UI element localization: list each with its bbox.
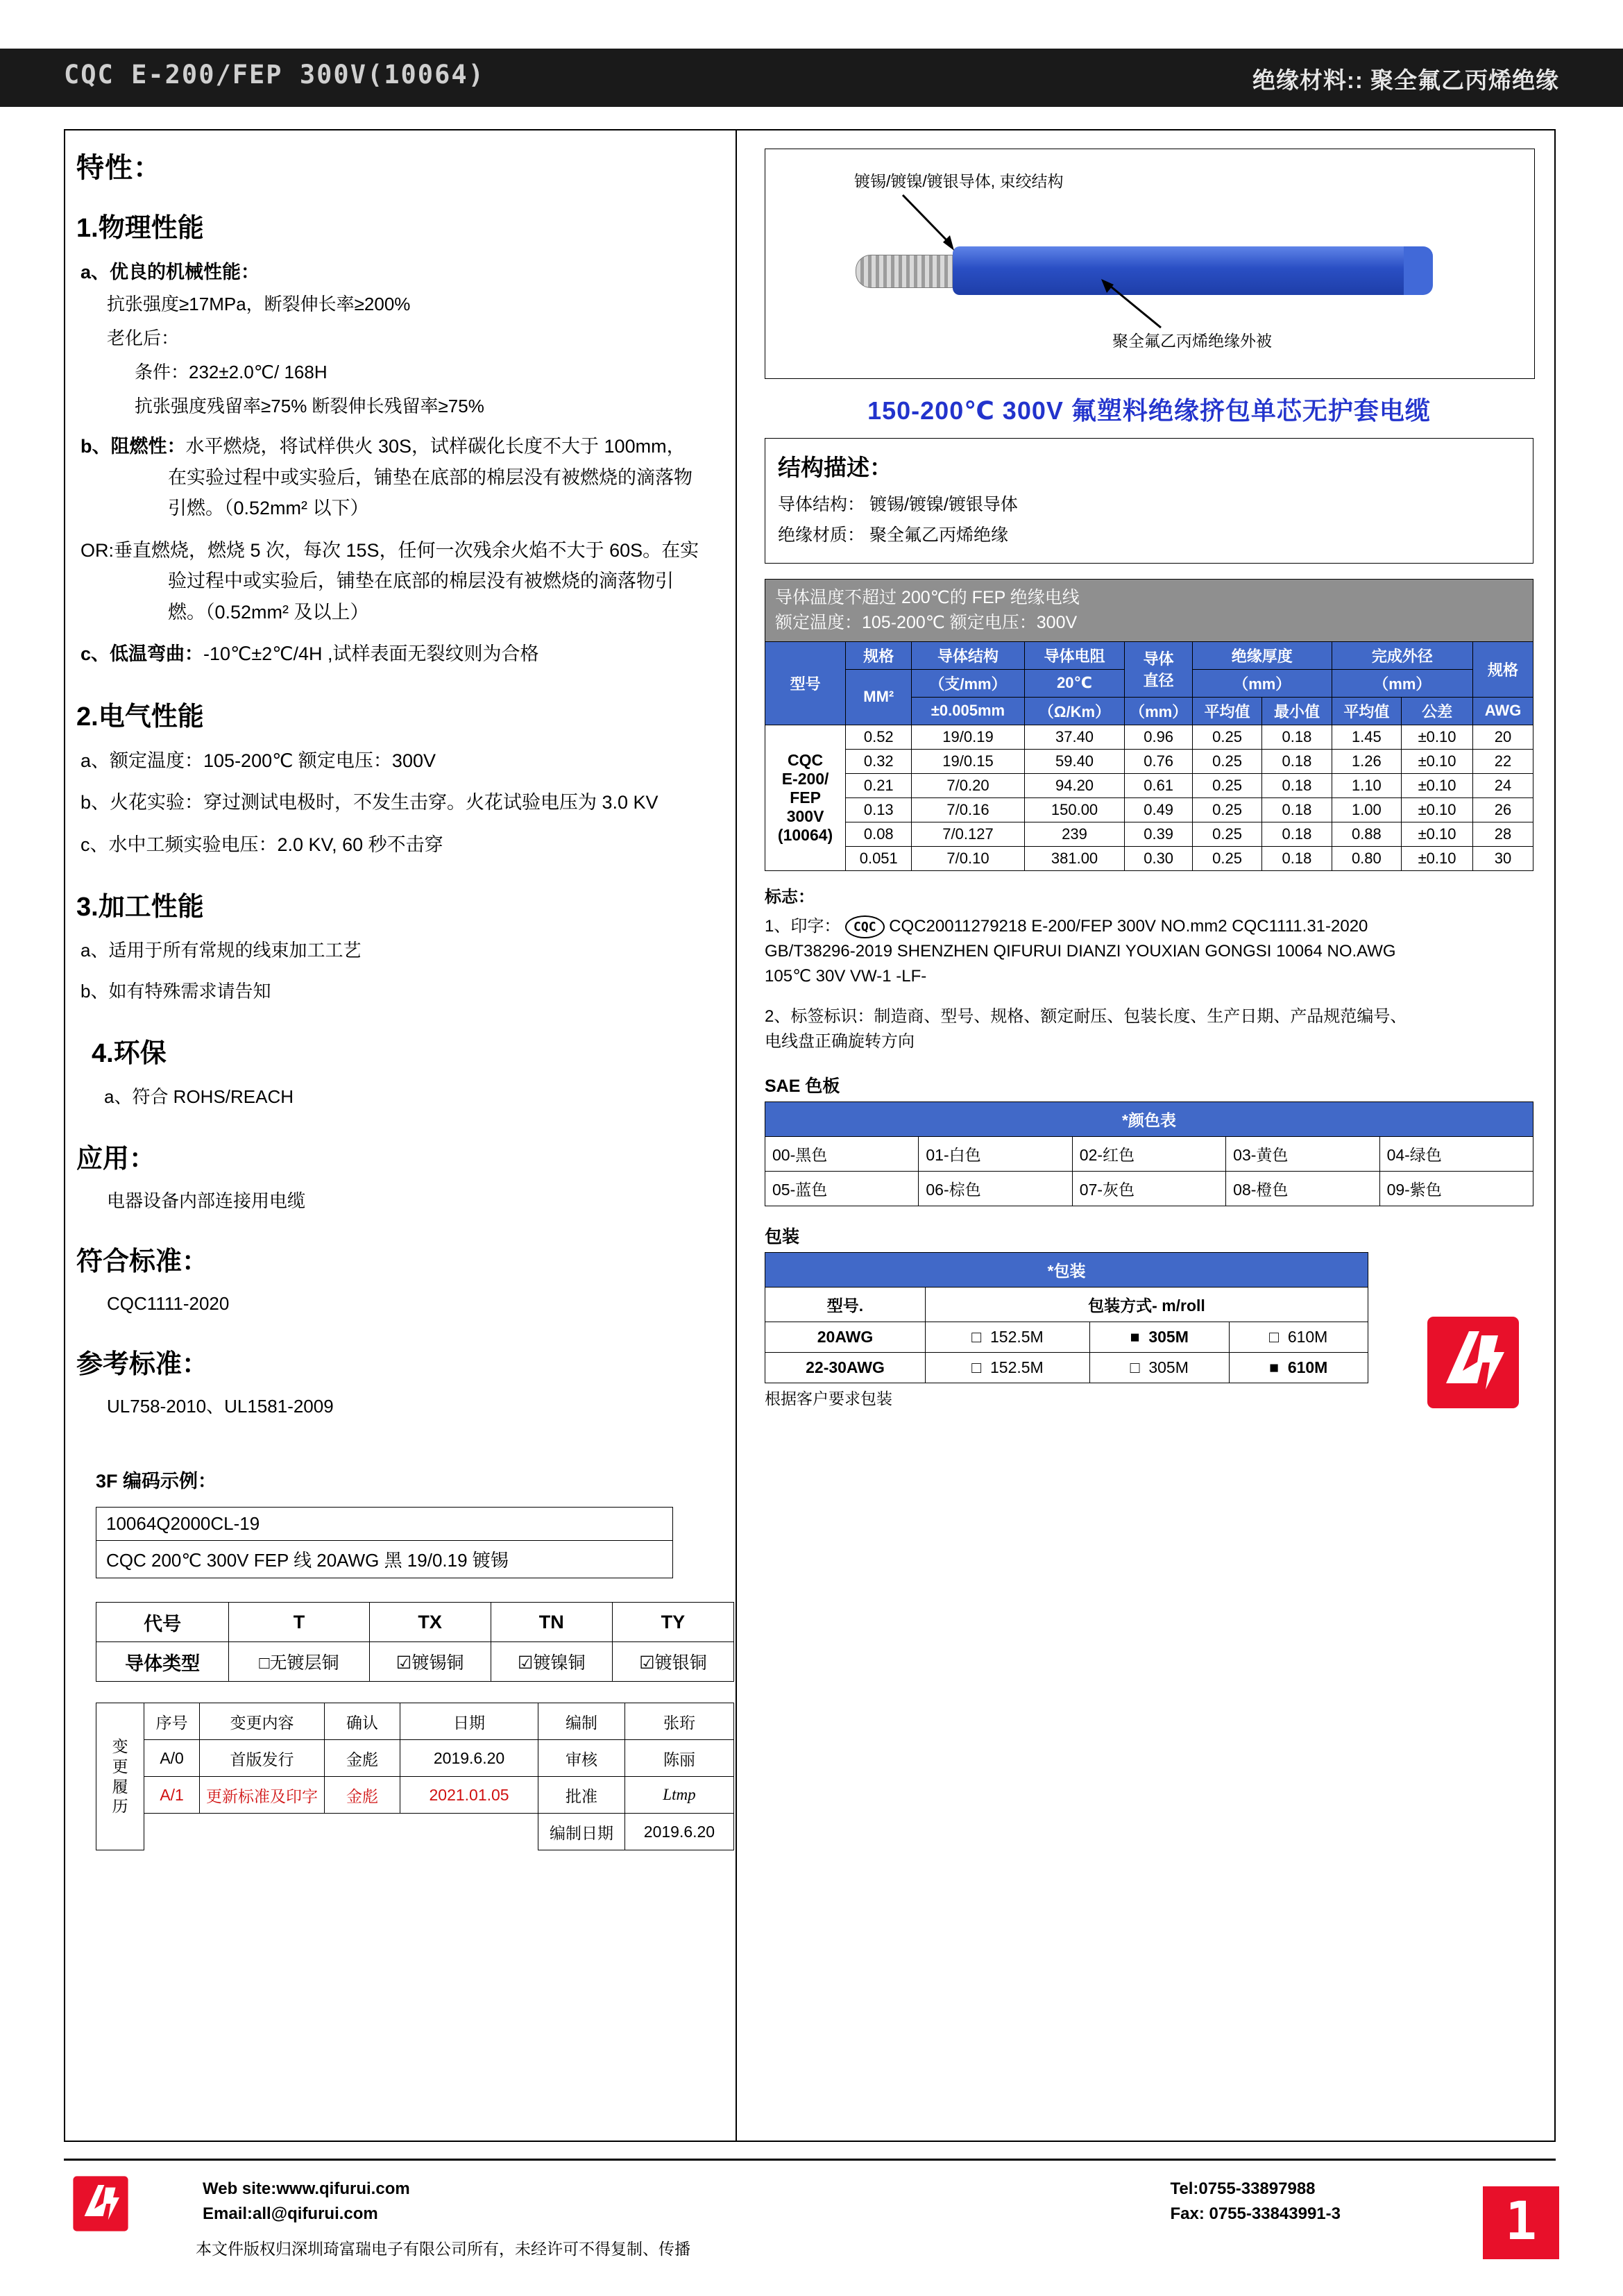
footer-website[interactable]: Web site:www.qifurui.com	[203, 2179, 410, 2198]
spec-r0-c2: 37.40	[1024, 725, 1125, 749]
footer-divider	[64, 2159, 1556, 2161]
physical-b-block	[80, 431, 722, 524]
spec-r4-c0: 0.08	[846, 822, 912, 846]
spec-r3-c2: 150.00	[1024, 797, 1125, 822]
table-row	[765, 1101, 1533, 1136]
table-row	[765, 1352, 1368, 1383]
section-processing-title: 3.加工性能	[76, 893, 204, 922]
footer-contact-left	[203, 2177, 410, 2227]
table-row	[765, 846, 1533, 870]
packaging-table-header: *包装	[765, 1252, 1368, 1287]
spec-r4-c3: 0.39	[1125, 822, 1192, 846]
arrow-icon-jacket	[1091, 278, 1175, 333]
physical-b-or2: 验过程中或实验后，铺垫在底部的棉层没有被燃烧的滴落物引	[168, 571, 674, 592]
spec-r2-c4: 0.25	[1192, 773, 1261, 797]
structure-title: 结构描述：	[778, 455, 892, 480]
table-row	[96, 1642, 734, 1682]
packaging-row1-model: 22-30AWG	[765, 1352, 926, 1383]
application-text: 电器设备内部连接用电缆	[107, 1190, 306, 1212]
packaging-col-model: 型号.	[765, 1287, 926, 1322]
environment-a: a、符合 ROHS/REACH	[104, 1086, 294, 1108]
spec-subheader-resist2: （Ω/Km）	[1024, 697, 1125, 725]
coding-example-line2: CQC 200℃ 300V FEP 线 20AWG 黑 19/0.19 镀锡	[106, 1550, 509, 1571]
spec-header-thickness: 绝缘厚度	[1192, 641, 1332, 669]
sae-color-04: 04-绿色	[1379, 1136, 1533, 1171]
spec-r1-c2: 59.40	[1024, 749, 1125, 773]
cond-header-4: TY	[612, 1603, 733, 1642]
marking-print-line	[765, 914, 1533, 939]
diagram-label-jacket: 聚全氟乙丙烯绝缘外被	[1112, 332, 1272, 350]
revision-header-3: 日期	[400, 1703, 538, 1740]
spec-r1-c0: 0.32	[846, 749, 912, 773]
spec-r3-c5: 0.18	[1262, 797, 1332, 822]
revision-a0-content: 首版发行	[199, 1740, 324, 1777]
spec-r1-c4: 0.25	[1192, 749, 1261, 773]
spec-r2-c7: ±0.10	[1402, 773, 1473, 797]
revision-a0-role: 审核	[538, 1740, 625, 1777]
header-banner	[0, 49, 1623, 107]
physical-b-label: b、阻燃性：	[80, 436, 186, 457]
marking-label-text2: 电线盘正确旋转方向	[765, 1031, 915, 1051]
sae-color-09: 09-紫色	[1379, 1171, 1533, 1206]
spec-subheader-struct1: （支/mm）	[912, 669, 1024, 697]
coding-example-box	[96, 1507, 673, 1578]
cond-option-plain[interactable]: □无镀层铜	[229, 1642, 369, 1682]
spec-r1-c1: 19/0.15	[912, 749, 1024, 773]
electrical-c: c、水中工频实验电压：2.0 KV, 60 秒不击穿	[80, 834, 443, 855]
revision-a0-name: 陈丽	[624, 1740, 733, 1777]
physical-b-text1: 水平燃烧，将试样供火 30S，试样碳化长度不大于 100mm，	[185, 436, 686, 457]
spec-r3-c6: 1.00	[1332, 797, 1401, 822]
packaging-row0-opt2[interactable]: □ 610M	[1229, 1322, 1368, 1352]
revision-a1-no: A/1	[144, 1777, 200, 1814]
spec-subheader-mm2: MM²	[846, 669, 912, 725]
spec-r5-c5: 0.18	[1262, 846, 1332, 870]
coding-example-title: 3F 编码示例：	[96, 1471, 217, 1492]
table-row	[96, 1777, 734, 1814]
physical-a-line3: 条件：232±2.0℃/ 168H	[135, 362, 328, 382]
spec-r0-c0: 0.52	[846, 725, 912, 749]
table-row	[96, 1740, 734, 1777]
spec-subheader-awg: AWG	[1473, 697, 1533, 725]
footer-email[interactable]: Email:all@qifurui.com	[203, 2204, 378, 2223]
footer-contact-right	[1170, 2177, 1341, 2227]
spec-r0-c6: 1.45	[1332, 725, 1401, 749]
cond-option-silver[interactable]: ☑镀银铜	[612, 1642, 733, 1682]
revision-a0-confirm: 金彪	[325, 1740, 400, 1777]
physical-b-text2: 在实验过程中或实验后，铺垫在底部的棉层没有被燃烧的滴落物	[168, 466, 692, 488]
processing-a: a、适用于所有常规的线束加工工艺	[80, 940, 362, 961]
revision-prepared-date: 2019.6.20	[624, 1814, 733, 1850]
physical-b-or1: OR:垂直燃烧，燃烧 5 次，每次 15S，任何一次残余火焰不大于 60S。在实	[80, 539, 699, 561]
spec-r3-c1: 7/0.16	[912, 797, 1024, 822]
table-row	[765, 1322, 1368, 1352]
spec-r2-c0: 0.21	[846, 773, 912, 797]
revision-header-2: 确认	[325, 1703, 400, 1740]
spec-r4-c8: 28	[1473, 822, 1533, 846]
spec-header-size: 规格	[846, 641, 912, 669]
reference-standard-text: UL758-2010、UL1581-2009	[107, 1396, 334, 1417]
packaging-title: 包装	[765, 1226, 800, 1247]
cable-diagram	[765, 149, 1535, 379]
spec-r4-c1: 7/0.127	[912, 822, 1024, 846]
physical-a-line1: 抗张强度≥17MPa，断裂伸长率≥200%	[107, 294, 411, 314]
spec-subheader-resist1: 20℃	[1024, 669, 1125, 697]
packaging-row1-opt1[interactable]: □ 305M	[1090, 1352, 1229, 1383]
physical-b-or-block	[80, 535, 722, 628]
structure-description-box	[765, 438, 1533, 564]
physical-c-text: -10℃±2℃/4H ,试样表面无裂纹则为合格	[203, 643, 539, 665]
physical-c-block	[80, 639, 722, 670]
table-row	[765, 725, 1533, 749]
standard-text: CQC1111-2020	[107, 1293, 230, 1315]
table-row	[765, 822, 1533, 846]
sae-color-07: 07-灰色	[1072, 1171, 1225, 1206]
spec-r5-c8: 30	[1473, 846, 1533, 870]
sae-color-table	[765, 1101, 1533, 1206]
processing-b: b、如有特殊需求请告知	[80, 981, 271, 1002]
spec-subheader-thick-unit: （mm）	[1192, 669, 1332, 697]
spec-r4-c2: 239	[1024, 822, 1125, 846]
left-column	[76, 139, 722, 1850]
spec-r3-c8: 26	[1473, 797, 1533, 822]
footer-fax: Fax: 0755-33843991-3	[1170, 2204, 1341, 2223]
spec-r2-c5: 0.18	[1262, 773, 1332, 797]
physical-c-label: c、低温弯曲：	[80, 643, 204, 665]
spec-subheader-od-avg: 平均值	[1332, 697, 1401, 725]
spec-header-structure: 导体结构	[912, 641, 1024, 669]
spec-header-awg-group: 规格	[1473, 641, 1533, 697]
spec-r3-c3: 0.49	[1125, 797, 1192, 822]
approval-signature: Ltmp	[624, 1777, 733, 1814]
spec-header-model: 型号	[765, 641, 846, 725]
column-divider	[736, 129, 737, 2142]
conductor-type-table	[96, 1602, 734, 1682]
physical-b-or3: 燃。（0.52mm² 及以上）	[168, 601, 369, 623]
spec-caption-line1: 导体温度不超过 200℃的 FEP 绝缘电线	[775, 588, 1080, 607]
spec-r3-c7: ±0.10	[1402, 797, 1473, 822]
sae-color-02: 02-红色	[1072, 1136, 1225, 1171]
cond-row-label: 导体类型	[96, 1642, 229, 1682]
packaging-table	[765, 1252, 1368, 1383]
spec-header-diameter: 导体 直径	[1125, 641, 1192, 697]
spec-r4-c6: 0.88	[1332, 822, 1401, 846]
sae-color-title: SAE 色板	[765, 1076, 840, 1096]
section-environment-title: 4.环保	[92, 1039, 167, 1069]
sae-color-03: 03-黄色	[1226, 1136, 1379, 1171]
packaging-row0-opt0[interactable]: □ 152.5M	[926, 1322, 1090, 1352]
revision-prepared-label: 编制日期	[538, 1814, 625, 1850]
structure-conductor: 导体结构： 镀锡/镀镍/镀银导体	[778, 495, 1018, 514]
marking-print-text1: CQC20011279218 E-200/FEP 300V NO.mm2 CQC1111.31-2020	[889, 916, 1368, 936]
cond-option-tin[interactable]: ☑镀锡铜	[369, 1642, 491, 1682]
spec-subheader-od-tol: 公差	[1402, 697, 1473, 725]
spec-r1-c7: ±0.10	[1402, 749, 1473, 773]
physical-a-line2: 老化后：	[107, 328, 180, 348]
table-row	[765, 1136, 1533, 1171]
spec-r5-c0: 0.051	[846, 846, 912, 870]
revision-a1-confirm: 金彪	[325, 1777, 400, 1814]
spec-subheader-diam-unit: （mm）	[1125, 697, 1192, 725]
spec-r4-c7: ±0.10	[1402, 822, 1473, 846]
revision-history-table	[96, 1703, 734, 1850]
spec-r5-c7: ±0.10	[1402, 846, 1473, 870]
spec-r5-c4: 0.25	[1192, 846, 1261, 870]
cond-header-1: T	[229, 1603, 369, 1642]
physical-a-line4: 抗张强度残留率≥75% 断裂伸长残留率≥75%	[135, 396, 484, 416]
spec-r5-c1: 7/0.10	[912, 846, 1024, 870]
spec-r2-c1: 7/0.20	[912, 773, 1024, 797]
spec-r4-c4: 0.25	[1192, 822, 1261, 846]
revision-a1-role: 批准	[538, 1777, 625, 1814]
spec-r1-c3: 0.76	[1125, 749, 1192, 773]
table-row	[765, 773, 1533, 797]
spec-r3-c0: 0.13	[846, 797, 912, 822]
sae-color-06: 06-棕色	[919, 1171, 1072, 1206]
spec-r1-c8: 22	[1473, 749, 1533, 773]
table-row	[96, 1603, 734, 1642]
revision-header-5: 张珩	[624, 1703, 733, 1740]
marking-label-text1: 2、标签标识：制造商、型号、规格、额定耐压、包装长度、生产日期、产品规范编号、	[765, 1006, 1407, 1026]
sae-color-01: 01-白色	[919, 1136, 1072, 1171]
cond-header-3: TN	[491, 1603, 612, 1642]
spec-r0-c1: 19/0.19	[912, 725, 1024, 749]
cond-option-nickel[interactable]: ☑镀镍铜	[491, 1642, 612, 1682]
standard-title: 符合标准：	[76, 1247, 209, 1277]
marking-print-text2: GB/T38296-2019 SHENZHEN QIFURUI DIANZI YOUXIAN GONGSI 10064 NO.AWG	[765, 941, 1396, 961]
spec-r0-c7: ±0.10	[1402, 725, 1473, 749]
product-blue-title: 150-200℃ 300V 氟塑料绝缘挤包单芯无护套电缆	[867, 396, 1431, 425]
spec-r4-c5: 0.18	[1262, 822, 1332, 846]
revision-header-4: 编制	[538, 1703, 625, 1740]
spec-r2-c2: 94.20	[1024, 773, 1125, 797]
sae-color-00: 00-黑色	[765, 1136, 919, 1171]
sae-color-08: 08-橙色	[1226, 1171, 1379, 1206]
revision-a1-content: 更新标准及印字	[199, 1777, 324, 1814]
table-row	[765, 641, 1533, 669]
table-row	[96, 1703, 734, 1740]
marking-print-prefix: 1、印字：	[765, 916, 841, 936]
sae-table-header: *颜色表	[765, 1101, 1533, 1136]
application-title: 应用：	[76, 1145, 156, 1174]
reference-standard-title: 参考标准：	[76, 1350, 209, 1380]
packaging-note: 根据客户要求包装	[765, 1389, 892, 1408]
sae-color-05: 05-蓝色	[765, 1171, 919, 1206]
table-row	[765, 1287, 1368, 1322]
revision-header-0: 序号	[144, 1703, 200, 1740]
revision-side-label: 变 更 履 历	[96, 1703, 144, 1850]
spec-r0-c3: 0.96	[1125, 725, 1192, 749]
spec-r5-c3: 0.30	[1125, 846, 1192, 870]
electrical-b: b、火花实验：穿过测试电极时，不发生击穿。火花试验电压为 3.0 KV	[80, 792, 658, 813]
conductor-illustration	[856, 255, 968, 288]
diagram-label-conductor: 镀锡/镀镍/镀银导体, 束绞结构	[854, 172, 1064, 190]
spec-table-caption	[765, 579, 1533, 641]
packaging-row1-opt0[interactable]: □ 152.5M	[926, 1352, 1090, 1383]
spec-r3-c4: 0.25	[1192, 797, 1261, 822]
specification-table	[765, 641, 1533, 871]
spec-r2-c6: 1.10	[1332, 773, 1401, 797]
header-insulation-material: 绝缘材料:: 聚全氟乙丙烯绝缘	[1252, 67, 1559, 93]
revision-a1-date: 2021.01.05	[400, 1777, 538, 1814]
right-column	[748, 139, 1546, 1409]
structure-insulation: 绝缘材质： 聚全氟乙丙烯绝缘	[778, 525, 1008, 545]
features-title: 特性：	[76, 153, 162, 183]
revision-a0-date: 2019.6.20	[400, 1740, 538, 1777]
section-physical-title: 1.物理性能	[76, 214, 204, 243]
spec-r0-c8: 20	[1473, 725, 1533, 749]
footer-copyright: 本文件版权归深圳琦富瑞电子有限公司所有，未经许可不得复制、传播	[196, 2240, 690, 2258]
marking-title: 标志：	[765, 887, 815, 906]
spec-r1-c5: 0.18	[1262, 749, 1332, 773]
marking-section	[765, 885, 1533, 1054]
spec-r0-c5: 0.18	[1262, 725, 1332, 749]
marking-print-text3: 105℃ 30V VW-1 -LF-	[765, 966, 927, 986]
table-row	[765, 749, 1533, 773]
page-number: 1	[1483, 2186, 1559, 2259]
company-logo-icon	[1421, 1310, 1525, 1415]
spec-r0-c4: 0.25	[1192, 725, 1261, 749]
footer-logo-icon	[69, 2172, 132, 2235]
spec-model-cell: CQC E-200/ FEP 300V (10064)	[765, 725, 846, 870]
spec-r5-c2: 381.00	[1024, 846, 1125, 870]
spec-header-od: 完成外径	[1332, 641, 1472, 669]
table-row	[96, 1814, 734, 1850]
spec-r1-c6: 1.26	[1332, 749, 1401, 773]
spec-r2-c8: 24	[1473, 773, 1533, 797]
revision-a0-no: A/0	[144, 1740, 200, 1777]
spec-subheader-struct2: ±0.005mm	[912, 697, 1024, 725]
revision-header-1: 变更内容	[199, 1703, 324, 1740]
physical-a-label: a、优良的机械性能：	[80, 262, 260, 282]
spec-subheader-od-unit: （mm）	[1332, 669, 1472, 697]
insulation-illustration	[953, 246, 1418, 295]
cqc-seal-icon: CQC	[845, 915, 885, 938]
header-product-code: CQC E-200/FEP 300V(10064)	[64, 60, 485, 90]
section-electrical-title: 2.电气性能	[76, 702, 204, 732]
arrow-icon-conductor	[897, 191, 980, 257]
spec-caption-line2: 额定温度：105-200℃ 额定电压：300V	[775, 613, 1078, 633]
spec-r2-c3: 0.61	[1125, 773, 1192, 797]
spec-subheader-thick-min: 最小值	[1262, 697, 1332, 725]
electrical-a: a、额定温度：105-200℃ 额定电压：300V	[80, 750, 436, 771]
spec-header-resistance: 导体电阻	[1024, 641, 1125, 669]
physical-b-text3: 引燃。（0.52mm² 以下）	[168, 498, 369, 519]
cond-header-0: 代号	[96, 1603, 229, 1642]
packaging-row1-opt2[interactable]: ■ 610M	[1229, 1352, 1368, 1383]
spec-r5-c6: 0.80	[1332, 846, 1401, 870]
packaging-col-method: 包装方式- m/roll	[926, 1287, 1368, 1322]
cond-header-2: TX	[369, 1603, 491, 1642]
footer-tel: Tel:0755-33897988	[1170, 2179, 1316, 2198]
spec-subheader-thick-avg: 平均值	[1192, 697, 1261, 725]
table-row	[765, 1252, 1368, 1287]
coding-example-line1: 10064Q2000CL-19	[96, 1508, 672, 1541]
table-row	[765, 797, 1533, 822]
insulation-end-cap	[1404, 246, 1433, 295]
packaging-row0-model: 20AWG	[765, 1322, 926, 1352]
packaging-row0-opt1[interactable]: ■ 305M	[1090, 1322, 1229, 1352]
table-row	[765, 1171, 1533, 1206]
